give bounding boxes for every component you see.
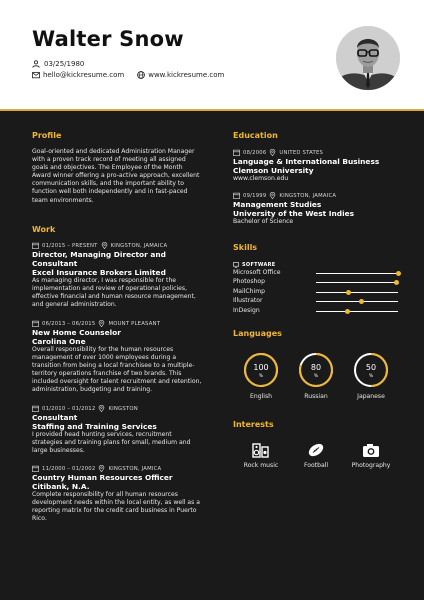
- location-pin-icon: [98, 320, 105, 327]
- job-location: MOUNT PLEASANT: [108, 320, 161, 327]
- education-extra: www.clemson.edu: [233, 175, 289, 182]
- skill-level-track: [316, 282, 398, 283]
- education-meta: [233, 149, 323, 156]
- language-level-ring: [351, 350, 391, 390]
- education-location: UNITED STATES: [279, 149, 324, 156]
- job-company: Citibank, N.A.: [32, 482, 90, 491]
- skill-level-marker: [359, 299, 364, 304]
- work-title: Work: [32, 225, 56, 234]
- email-link[interactable]: hello@kickresume.com: [43, 71, 125, 79]
- calendar-icon: [32, 405, 39, 412]
- email-icon: [32, 71, 40, 79]
- skill-group-heading: [233, 262, 276, 268]
- interest-label: Photography: [351, 462, 391, 469]
- location-pin-icon: [98, 465, 105, 472]
- job-company: Carolina One: [32, 337, 86, 346]
- calendar-icon: [233, 149, 240, 156]
- education-title: Education: [233, 131, 278, 140]
- camera-icon: [362, 442, 380, 458]
- education-date: 09/1999: [243, 192, 267, 199]
- skill-name: MailChimp: [233, 287, 265, 295]
- skill-name: InDesign: [233, 306, 260, 314]
- skill-name: Microsoft Office: [233, 268, 281, 276]
- skill-level-marker: [394, 280, 399, 285]
- job-description: I provided head hunting services, recruitment strategies and training plans for small, medium and large businesses.: [32, 431, 191, 455]
- calendar-icon: [233, 192, 240, 199]
- dob-text: 03/25/1980: [44, 60, 85, 68]
- interest-label: Rock music: [243, 462, 279, 469]
- person-name: Walter Snow: [32, 27, 184, 51]
- job-meta: [32, 320, 160, 327]
- skill-level-marker: [345, 309, 350, 314]
- education-extra: Bachelor of Science: [233, 218, 294, 225]
- skill-name: Illustrator: [233, 297, 263, 304]
- location-pin-icon: [101, 242, 108, 249]
- skills-title: Skills: [233, 243, 258, 252]
- dob-row: [32, 60, 84, 68]
- person-icon: [32, 60, 40, 68]
- globe-icon: [137, 71, 145, 79]
- job-role: Director, Managing Director and Consultant: [32, 250, 166, 268]
- job-company: Excel Insurance Brokers Limited: [32, 268, 166, 277]
- language-percent-value: 80: [310, 363, 322, 372]
- skill-level-track: [316, 292, 398, 293]
- resume-header: [0, 0, 424, 110]
- job-dates: 01/2010 – 01/2012: [42, 405, 96, 412]
- language-percent-unit: %: [313, 374, 319, 379]
- job-description: Overall responsibility for the human resources management of over 1000 employees during a transition from being a local franchisee to a multiple-territory operations franchise of two brands. This included oversight for talent recruitment and retention, administration, budgeting and training.: [32, 346, 202, 394]
- profile-photo: [336, 26, 400, 90]
- interest-label: Football: [303, 462, 329, 469]
- job-dates: 11/2000 – 01/2002: [42, 465, 96, 472]
- football-icon: [307, 442, 325, 458]
- job-location: KINGSTON: [108, 405, 138, 412]
- skill-group-label: SOFTWARE: [242, 262, 276, 268]
- job-meta: [32, 405, 138, 412]
- job-role: New Home Counselor: [32, 328, 121, 337]
- education-degree: Management Studies: [233, 200, 322, 209]
- education-location: KINGSTON, JAMAICA: [279, 192, 337, 199]
- calendar-icon: [32, 320, 39, 327]
- education-school: Clemson University: [233, 166, 314, 175]
- job-meta: [32, 242, 167, 249]
- job-location: KINGSTON, JAMICA: [108, 465, 162, 472]
- location-pin-icon: [98, 405, 105, 412]
- interests-title: Interests: [233, 420, 274, 429]
- website-link[interactable]: www.kickresume.com: [148, 71, 225, 79]
- skill-level-track: [316, 301, 398, 302]
- language-level-ring: [241, 350, 281, 390]
- education-date: 08/2006: [243, 149, 267, 156]
- monitor-icon: [233, 262, 239, 268]
- calendar-icon: [32, 465, 39, 472]
- language-name: English: [249, 393, 272, 400]
- location-pin-icon: [269, 192, 276, 199]
- education-school: University of the West Indies: [233, 209, 355, 218]
- profile-title: Profile: [32, 131, 62, 140]
- calendar-icon: [32, 242, 39, 249]
- job-meta: [32, 465, 161, 472]
- location-pin-icon: [269, 149, 276, 156]
- job-role: Country Human Resources Officer: [32, 473, 173, 482]
- education-meta: [233, 192, 336, 199]
- skill-level-marker: [396, 271, 401, 276]
- skill-name: Photoshop: [233, 278, 266, 285]
- job-dates: 01/2015 – PRESENT: [42, 242, 98, 249]
- language-percent-unit: %: [368, 374, 374, 379]
- profile-text: Goal-oriented and dedicated Administration Manager with a proven track record of meeting all assigned goals and objectives. The Employee of the Month Award winner offering a pro-active approach, excellent communication skills, and the important ability to function well both independently and in fast-paced team environments.: [32, 148, 200, 204]
- job-description: As managing director, I was responsible for the implementation and review of operational policies, effective financial and human resource management, and general administration.: [32, 277, 196, 309]
- language-percent-value: 50: [365, 363, 377, 372]
- language-percent-value: 100: [253, 363, 269, 372]
- job-description: Complete responsibility for all human resources development needs within the local entity, as well as a reporting matrix for the credit card business in Puerto Rico.: [32, 491, 201, 523]
- education-degree: Language & International Business: [233, 157, 380, 166]
- job-dates: 06/2013 – 06/2015: [42, 320, 96, 327]
- skill-level-marker: [346, 290, 351, 295]
- skill-level-track: [316, 311, 398, 312]
- job-role: Consultant: [32, 413, 78, 422]
- music-icon: [252, 442, 270, 458]
- skill-level-track: [316, 273, 398, 274]
- language-name: Russian: [304, 393, 328, 400]
- language-name: Japanese: [357, 393, 385, 400]
- contact-row: [32, 71, 224, 79]
- job-company: Staffing and Training Services: [32, 422, 157, 431]
- job-location: KINGSTON, JAMAICA: [110, 242, 168, 249]
- language-level-ring: [296, 350, 336, 390]
- languages-title: Languages: [233, 329, 282, 338]
- language-percent-unit: %: [258, 374, 264, 379]
